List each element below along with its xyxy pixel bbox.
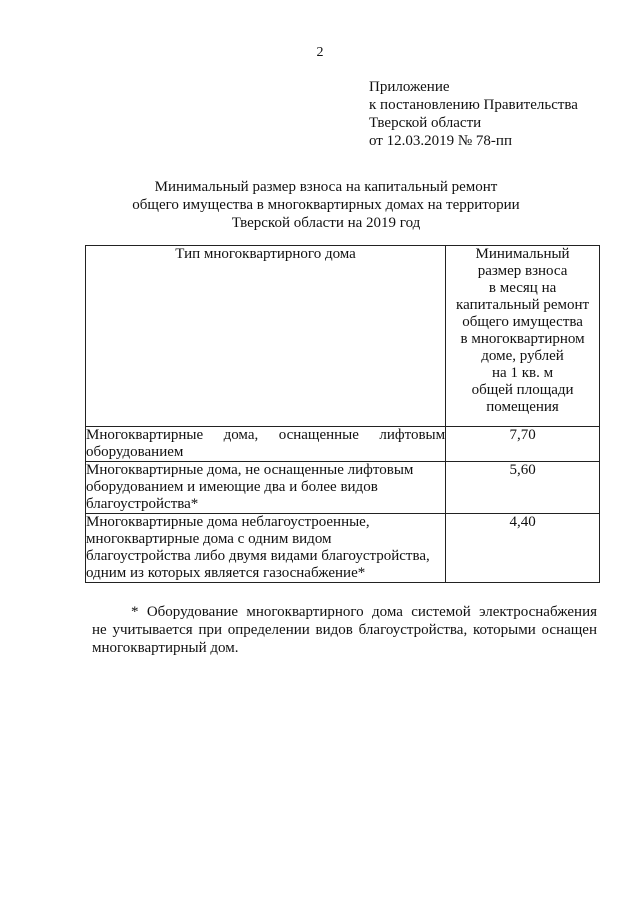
cell-line: оборудованием <box>86 444 184 460</box>
header-min-contribution <box>446 246 600 427</box>
appendix-block <box>369 78 619 150</box>
table-header-row <box>86 246 600 427</box>
page-number: 2 <box>316 45 324 60</box>
header-line: помещения <box>486 399 559 415</box>
header-line: доме, рублей <box>481 348 564 364</box>
footnote <box>92 603 597 657</box>
table-row <box>86 462 600 514</box>
header-line: общего имущества <box>462 314 583 330</box>
title-line: общего имущества в многоквартирных домах на территории <box>132 197 520 213</box>
header-line: на 1 кв. м <box>492 365 554 381</box>
appendix-line: к постановлению Правительства <box>369 97 578 113</box>
building-type-cell <box>86 427 446 462</box>
header-line: в многоквартирном <box>460 331 585 347</box>
appendix-line: от 12.03.2019 № 78-пп <box>369 133 512 149</box>
cell-line: многоквартирные дома с одним видом <box>86 531 332 547</box>
header-line: Минимальный <box>475 246 570 262</box>
contribution-value-cell: 4,40 <box>446 514 600 583</box>
cell-line: оборудованием и имеющие два и более видов <box>86 479 378 495</box>
contribution-table <box>85 245 600 583</box>
header-line: в месяц на <box>488 280 557 296</box>
table-row <box>86 514 600 583</box>
header-line: размер взноса <box>477 263 568 279</box>
cell-line: Многоквартирные дома, не оснащенные лифтовым <box>86 462 414 478</box>
appendix-line: Тверской области <box>369 115 482 131</box>
building-type-cell <box>86 462 446 514</box>
header-line: общей площади <box>471 382 574 398</box>
document-title <box>120 178 532 232</box>
title-line: Минимальный размер взноса на капитальный ремонт <box>154 179 498 195</box>
footnote-line: многоквартирный дом. <box>92 640 239 656</box>
table-row <box>86 427 600 462</box>
cell-line: благоустройства* <box>86 496 199 512</box>
building-type-cell <box>86 514 446 583</box>
title-line: Тверской области на 2019 год <box>231 215 421 231</box>
contribution-value-cell: 5,60 <box>446 462 600 514</box>
cell-line: благоустройства либо двумя видами благоустройства, <box>86 548 430 564</box>
cell-line: одним из которых является газоснабжение* <box>86 565 366 581</box>
header-line: капитальный ремонт <box>456 297 590 313</box>
cell-line: Многоквартирные дома неблагоустроенные, <box>86 514 370 530</box>
cell-line: Многоквартирные дома, оснащенные лифтовым <box>86 427 446 443</box>
contribution-value-cell: 7,70 <box>446 427 600 462</box>
footnote-line: * Оборудование многоквартирного дома системой электроснабжения <box>131 604 597 620</box>
header-building-type: Тип многоквартирного дома <box>86 246 446 427</box>
footnote-line: не учитывается при определении видов благоустройства, которыми оснащен <box>92 622 597 638</box>
appendix-line: Приложение <box>369 79 450 95</box>
